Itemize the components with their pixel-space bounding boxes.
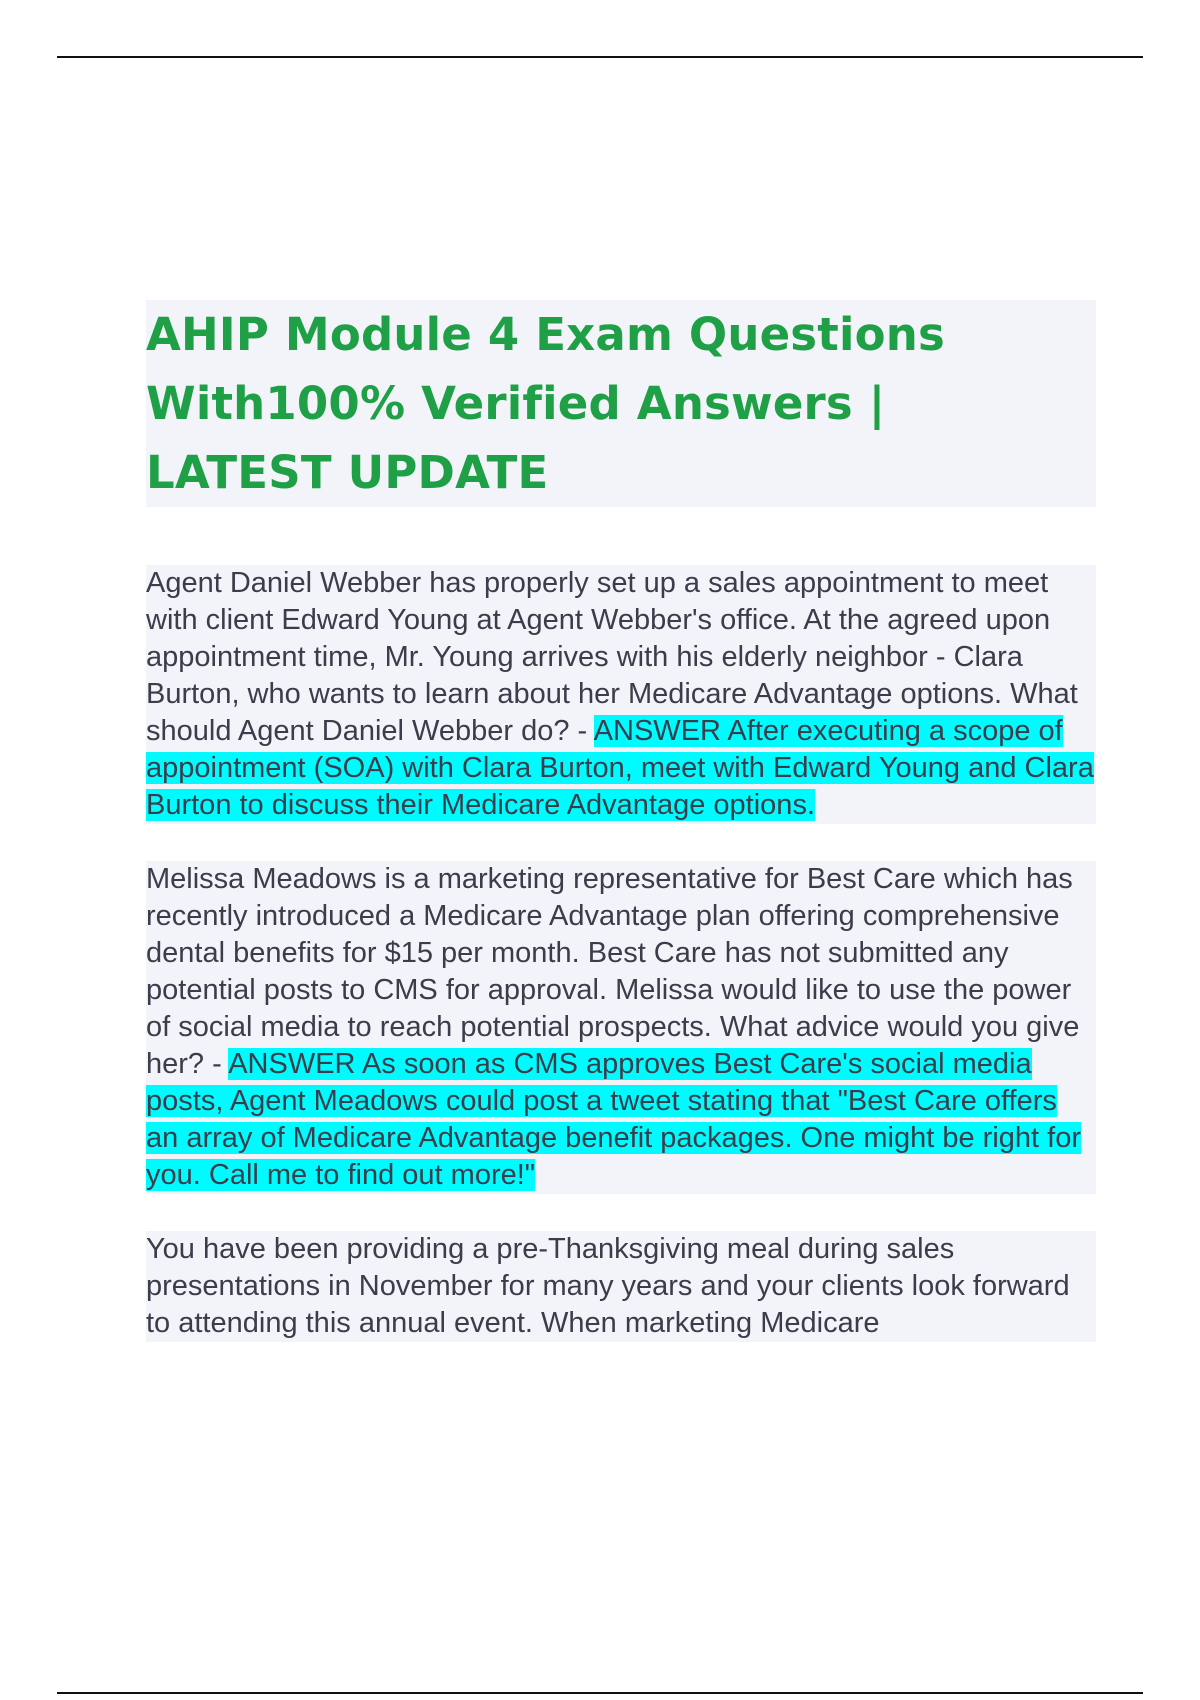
title-line-2: With100% Verified Answers | bbox=[146, 377, 886, 430]
answer-text: ANSWER After executing a scope of appointment (SOA) with Clara Burton, meet with Edward Young and Clara Burton to discuss their Medicare Advantage options. bbox=[146, 715, 1094, 821]
top-rule bbox=[57, 56, 1143, 58]
answer-text: ANSWER As soon as CMS approves Best Care's social media posts, Agent Meadows could post a tweet stating that "Best Care offers an array of Medicare Advantage benefit packages. One might be right for you. Call me to find out more!" bbox=[146, 1048, 1081, 1191]
document-title bbox=[146, 300, 1096, 507]
document-content bbox=[146, 300, 1096, 1342]
question-text: You have been providing a pre-Thanksgiving meal during sales presentations in November for many years and your clients look forward to attending this annual event. When marketing Medicare bbox=[146, 1233, 1070, 1339]
bottom-rule bbox=[57, 1692, 1143, 1694]
question-text: Agent Daniel Webber has properly set up a sales appointment to meet with client Edward Young at Agent Webber's office. At the agreed upon appointment time, Mr. Young arrives with his elderly neighbor - Clara Burton, who wants to learn about her Medicare Advantage options. What should Agent Daniel Webber do? - bbox=[146, 567, 1078, 747]
title-line-3: LATEST UPDATE bbox=[146, 446, 549, 499]
question-text: Melissa Meadows is a marketing representative for Best Care which has recently introduced a Medicare Advantage plan offering comprehensive dental benefits for $15 per month. Best Care has not submitted any potential posts to CMS for approval. Melissa would like to use the power of social media to reach potential prospects. What advice would you give her? - bbox=[146, 863, 1080, 1080]
qa-item bbox=[146, 565, 1096, 824]
qa-item bbox=[146, 1231, 1096, 1342]
title-line-1: AHIP Module 4 Exam Questions bbox=[146, 308, 945, 361]
qa-item bbox=[146, 861, 1096, 1194]
